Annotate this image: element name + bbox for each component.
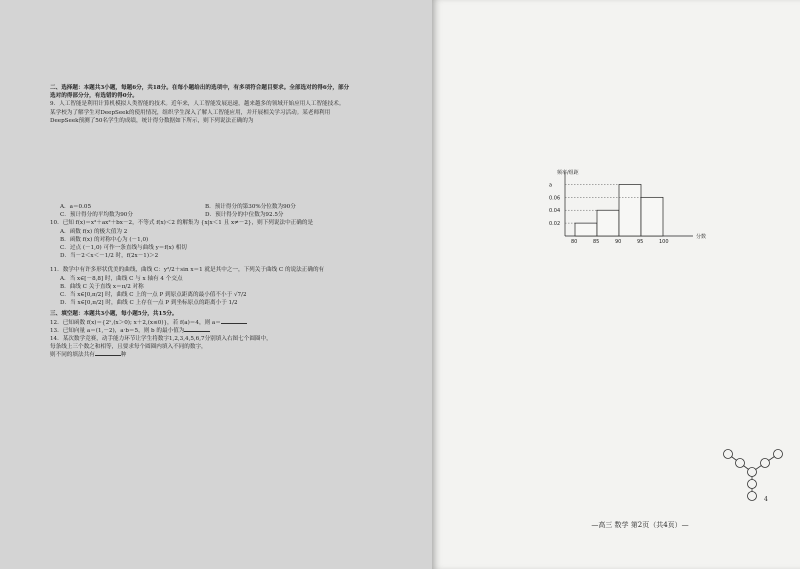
q14-line1: 14．某次数学竞赛，动手能力环节让学生将数字1,2,3,4,5,6,7分别填入右图七个圆圈中， bbox=[50, 336, 272, 343]
y-tick-label: a bbox=[549, 182, 553, 189]
q10-option-d: D．当－2＜x＜－1/2 时，f(2x－1)＞2 bbox=[60, 253, 159, 260]
circle-5 bbox=[748, 468, 757, 477]
q9-options-row1 bbox=[50, 203, 350, 211]
q9-option-d: D．预计得分的中位数为92.5分 bbox=[205, 212, 284, 219]
seven-circles-figure bbox=[718, 442, 788, 502]
q13: 13．已知向量 a＝(1,－2)，a·b＝5，则 b 的最小值为 bbox=[50, 327, 350, 335]
q9-option-a: A．a＝0.05 bbox=[60, 204, 92, 211]
q9-option-c: C．预计得分的平均数为90分 bbox=[60, 212, 133, 219]
q10-option-b: B．函数 f(x) 的对称中心为 (－1,0) bbox=[60, 236, 149, 243]
page-footer: —高三 数学 第2页（共4页）— bbox=[591, 521, 689, 529]
q13-blank bbox=[184, 331, 210, 332]
q11-option-b: B．曲线 C 关于直线 x＝π/2 对称 bbox=[60, 283, 144, 290]
q12: 12．已知函数 f(x)＝{2ˣ,(x＞0); x＋2,(x≤0)}，若 f(a)＝4，则 a＝ bbox=[50, 319, 350, 327]
exam-content bbox=[50, 84, 350, 360]
x-tick-label: 80 bbox=[571, 239, 578, 245]
q11-option-d: D．当 x∈[0,π/2] 时，曲线 C 上存在一点 P 到坐标原点的距离小于 1/2 bbox=[60, 300, 238, 307]
y-tick-label: 0.02 bbox=[549, 221, 561, 228]
q10-option-c: C．过点 (－1,0) 可作一条直线与曲线 y＝f(x) 相切 bbox=[60, 245, 187, 252]
score-histogram bbox=[535, 168, 735, 248]
q11-option-a: A．当 x∈[－8,8] 时，曲线 C 与 x 轴有 4 个交点 bbox=[60, 275, 183, 282]
q11-option-c: C．当 x∈[0,π/2] 时，曲线 C 上的一点 P 到原点距离的最小值不小于 √7/2 bbox=[60, 292, 247, 299]
q9-option-b: B．预计得分的第30%分位数为90分 bbox=[205, 204, 296, 211]
y-tick-label: 0.06 bbox=[549, 195, 561, 202]
q11-stem: 11．数学中有许多形状优美的曲线，曲线 C：y²/2＋sin x＝1 就是其中之一，下列关于曲线 C 的说法正确的有 bbox=[50, 267, 325, 274]
circle-6 bbox=[748, 480, 757, 489]
section3-heading: 三、填空题：本题共3小题，每小题5分，共15分。 bbox=[50, 311, 178, 318]
hist-bar-3 bbox=[619, 184, 641, 236]
q10-option-a: A．函数 f(x) 的极大值为 2 bbox=[60, 228, 128, 235]
page-number: 4 bbox=[764, 496, 768, 503]
x-axis-label: 分数 bbox=[696, 234, 707, 240]
chart-spacer bbox=[50, 125, 350, 203]
q14-blank bbox=[95, 355, 121, 356]
hist-bar-2 bbox=[597, 210, 619, 236]
y-tick-label: 0.04 bbox=[549, 208, 561, 215]
section2-heading: 二、选择题：本题共3小题，每题6分，共18分。在每小题给出的选项中，有多项符合题目要求。全部选对的得6分，部分选对的得部分分，有选错的得0分。 bbox=[50, 85, 350, 100]
circle-7 bbox=[748, 492, 757, 501]
q9-options-row2 bbox=[50, 211, 350, 219]
x-tick-label: 90 bbox=[615, 239, 622, 245]
x-tick-label: 95 bbox=[637, 239, 644, 245]
circle-2 bbox=[736, 459, 745, 468]
circle-4 bbox=[761, 459, 770, 468]
q9-stem: 9．人工智能是利用计算机模拟人类智能的技术。近年来，人工智能发展迅速，越来越多的领域开始应用人工智能技术。某学校为了解学生对DeepSeek的使用情况，组织学生深入了解人工智能应用，并开展相关学习活动。某老师利用DeepSeek预测了50名学生的成绩，统计得分数据如下所示，则下列说法正确的为 bbox=[50, 101, 345, 124]
q10-stem: 10．已知 f(x)＝x³＋ax²＋bx－2，不等式 f(x)＜2 的解集为 {x|x＜1 且 x≠－2}，则下列说法中正确的是 bbox=[50, 220, 314, 227]
y-axis-label: 频率/组距 bbox=[557, 170, 579, 176]
x-tick-label: 85 bbox=[593, 239, 600, 245]
hist-bar-1 bbox=[575, 223, 597, 236]
circle-1 bbox=[724, 450, 733, 459]
x-tick-label: 100 bbox=[659, 239, 669, 245]
hist-bar-4 bbox=[641, 197, 663, 236]
q12-blank bbox=[221, 323, 247, 324]
circle-3 bbox=[774, 450, 783, 459]
q14-line3: 则不同的填法共有 种 bbox=[50, 352, 127, 359]
q14-line2: 每条线上三个数之和相等，且要求每个圆圈内填入不同的数字， bbox=[50, 344, 207, 351]
